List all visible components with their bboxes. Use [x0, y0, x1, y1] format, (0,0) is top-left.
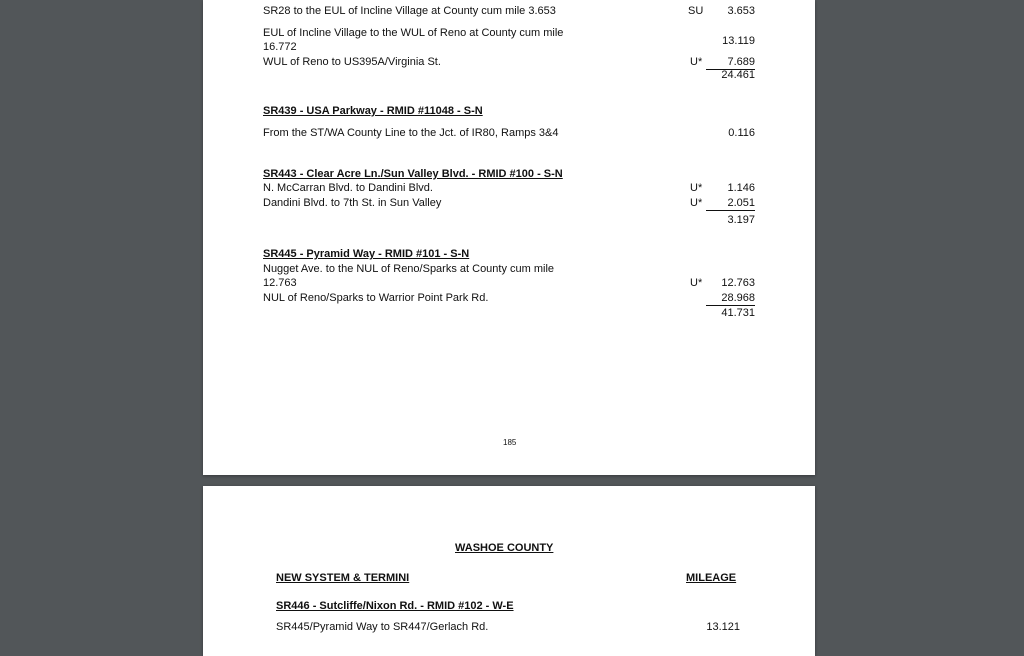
column-header-system: NEW SYSTEM & TERMINI	[276, 572, 410, 584]
row-description: From the ST/WA County Line to the Jct. of IR80, Ramps 3&4	[263, 127, 559, 139]
column-header-mileage: MILEAGE	[686, 572, 737, 584]
section-heading: SR439 - USA Parkway - RMID #11048 - S-N	[263, 105, 483, 117]
row-description: EUL of Incline Village to the WUL of Reno at County cum mile	[263, 27, 564, 39]
section-total: 41.731	[721, 307, 755, 319]
row-description: NUL of Reno/Sparks to Warrior Point Park Rd.	[263, 292, 489, 304]
row-description: SR28 to the EUL of Incline Village at County cum mile 3.653	[263, 5, 556, 17]
row-code: U*	[690, 277, 703, 289]
row-description-cont: 12.763	[263, 277, 297, 289]
row-description: N. McCarran Blvd. to Dandini Blvd.	[263, 182, 433, 194]
section-heading: SR446 - Sutcliffe/Nixon Rd. - RMID #102 - W-E	[276, 600, 514, 612]
section-total: 24.461	[721, 69, 755, 81]
row-mileage: 13.119	[722, 35, 755, 47]
row-code: U*	[690, 56, 703, 68]
document-page-next	[203, 486, 815, 656]
row-code: U*	[690, 182, 703, 194]
row-description: WUL of Reno to US395A/Virginia St.	[263, 56, 441, 68]
row-description: Dandini Blvd. to 7th St. in Sun Valley	[263, 197, 442, 209]
section-heading: SR443 - Clear Acre Ln./Sun Valley Blvd. - RMID #100 - S-N	[263, 168, 563, 180]
section-heading: SR445 - Pyramid Way - RMID #101 - S-N	[263, 248, 470, 260]
page-number: 185	[503, 438, 517, 447]
section-total: 3.197	[727, 214, 755, 226]
row-mileage: 1.146	[727, 182, 755, 194]
row-mileage: 2.051	[706, 197, 755, 211]
row-mileage: 0.116	[728, 127, 755, 139]
row-mileage: 3.653	[727, 5, 755, 17]
row-code: SU	[688, 5, 704, 17]
row-mileage: 7.689	[706, 56, 755, 70]
row-mileage: 13.121	[706, 621, 740, 633]
county-title: WASHOE COUNTY	[455, 542, 554, 554]
row-description: Nugget Ave. to the NUL of Reno/Sparks at County cum mile	[263, 263, 555, 275]
document-page-185	[203, 0, 815, 475]
row-code: U*	[690, 197, 703, 209]
row-mileage: 12.763	[721, 277, 755, 289]
row-mileage: 28.968	[706, 292, 755, 306]
row-description-cont: 16.772	[263, 41, 297, 53]
row-description: SR445/Pyramid Way to SR447/Gerlach Rd.	[276, 621, 489, 633]
